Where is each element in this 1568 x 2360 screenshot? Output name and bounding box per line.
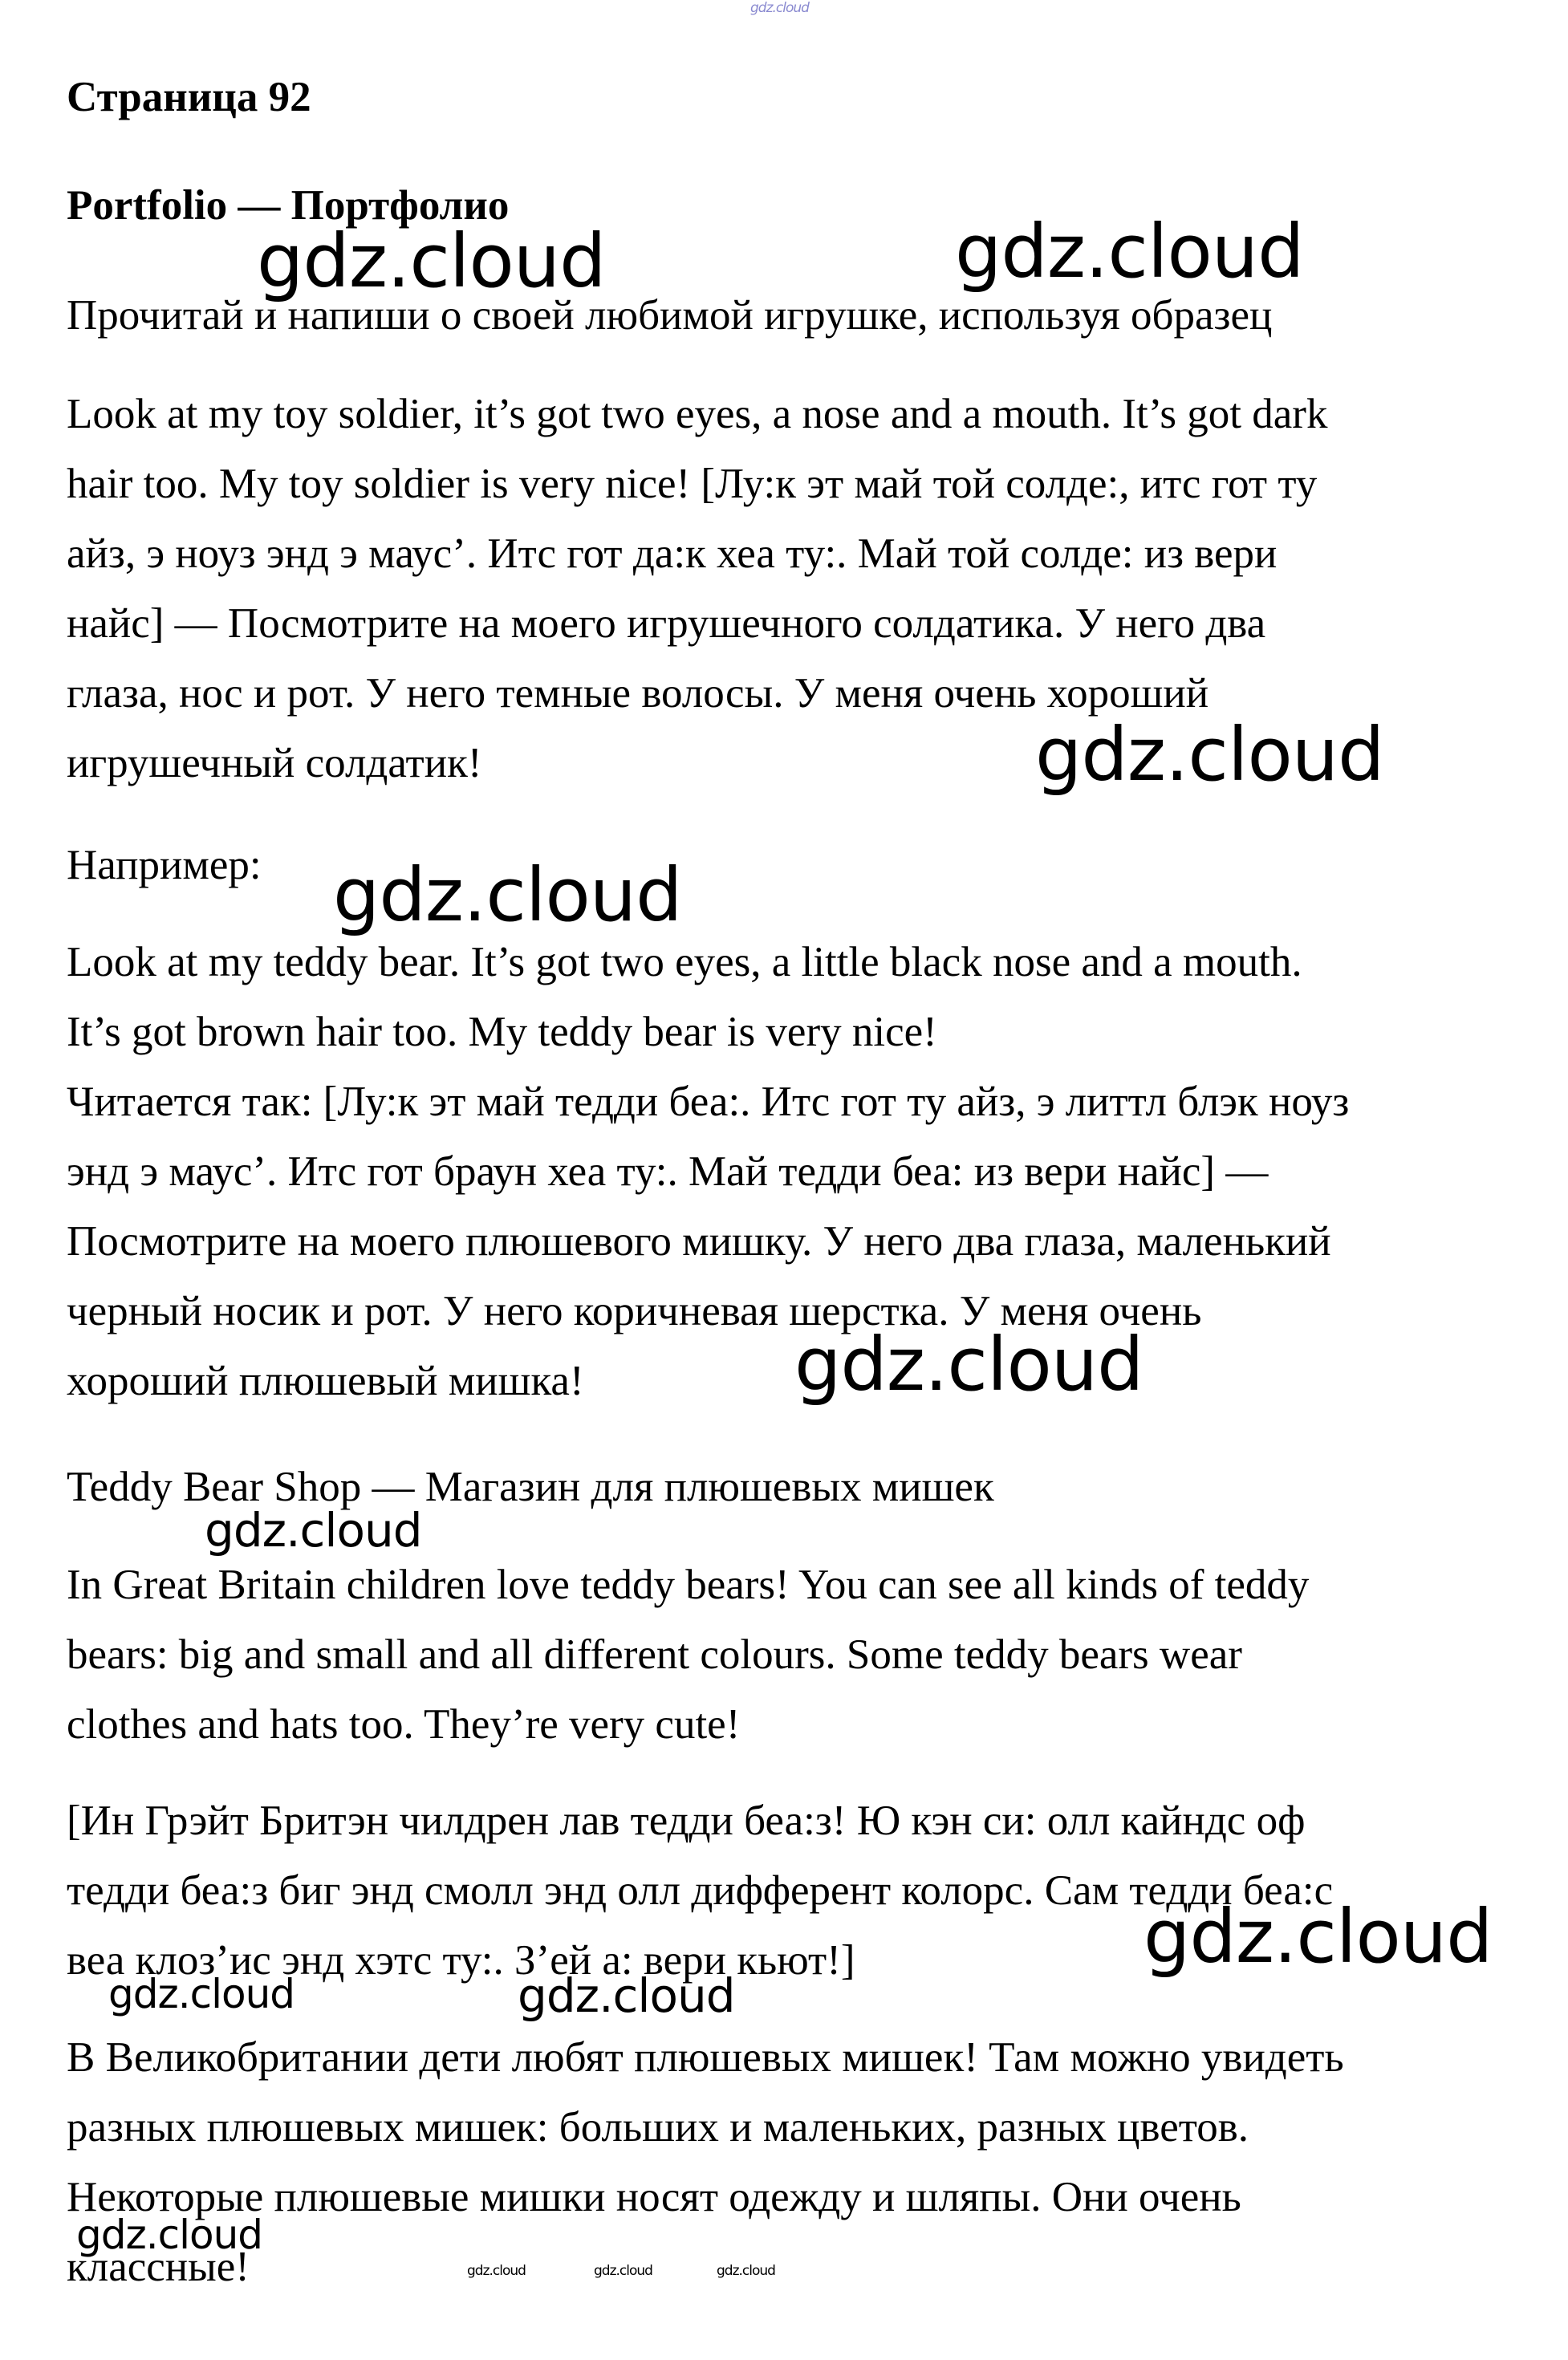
- paragraph-line: найс] — Посмотрите на моего игрушечного солдатика. У него два: [67, 600, 1266, 647]
- watermark: gdz.cloud: [1035, 712, 1384, 798]
- paragraph-line: В Великобритании дети любят плюшевых мишек! Там можно увидеть: [67, 2034, 1344, 2081]
- watermark: gdz.cloud: [955, 209, 1304, 294]
- example-paragraph: [67, 928, 1511, 1416]
- instruction-text: Прочитай и напиши о своей любимой игрушке, используя образец: [67, 292, 1273, 339]
- watermark: gdz.cloud: [205, 1503, 422, 1558]
- watermark: gdz.cloud: [1144, 1894, 1493, 1980]
- watermark: gdz.cloud: [76, 2212, 263, 2258]
- paragraph-line: классные!: [67, 2244, 250, 2290]
- page-title-text: Страница 92: [67, 74, 311, 120]
- watermark: gdz.cloud: [518, 1968, 735, 2023]
- shop-title-text: Teddy Bear Shop — Магазин для плюшевых мишек: [67, 1464, 994, 1510]
- paragraph-line: clothes and hats too. They’re very cute!: [67, 1701, 741, 1748]
- paragraph-line: Look at my teddy bear. It’s got two eyes, a little black nose and a mouth.: [67, 939, 1302, 985]
- paragraph-line: энд э маус’. Итс гот браун хеа ту:. Май тедди беа: из вери найс] —: [67, 1148, 1269, 1195]
- watermark: gdz.cloud: [467, 2263, 526, 2279]
- watermark: gdz.cloud: [794, 1322, 1144, 1407]
- paragraph-line: разных плюшевых мишек: больших и маленьких, разных цветов.: [67, 2104, 1249, 2151]
- paragraph-line: игрушечный солдатик!: [67, 740, 482, 786]
- watermark: gdz.cloud: [717, 2263, 775, 2279]
- paragraph-line: глаза, нос и рот. У него темные волосы. У меня очень хороший: [67, 670, 1209, 717]
- shop-translation-paragraph: [67, 2023, 1511, 2302]
- watermark: gdz.cloud: [750, 0, 809, 16]
- paragraph-line: Look at my toy soldier, it’s got two eyes, a nose and a mouth. It’s got dark: [67, 391, 1328, 437]
- example-label-text: Например:: [67, 842, 262, 888]
- paragraph-line: Некоторые плюшевые мишки носят одежду и шляпы. Они очень: [67, 2174, 1241, 2220]
- watermark: gdz.cloud: [594, 2263, 652, 2279]
- paragraph-line: It’s got brown hair too. My teddy bear is very nice!: [67, 1009, 937, 1055]
- paragraph-line: hair too. My toy soldier is very nice! [Лу:к эт май той солде:, итс гот ту: [67, 461, 1318, 507]
- watermark: gdz.cloud: [257, 218, 606, 304]
- watermark: gdz.cloud: [333, 852, 682, 938]
- watermark: gdz.cloud: [108, 1971, 295, 2017]
- paragraph-line: тедди беа:з биг энд смолл энд олл дифферент колорс. Сам тедди беа:с: [67, 1867, 1334, 1914]
- paragraph-line: веа клоз’ис энд хэтс ту:. З’ей а: вери кьют!]: [67, 1937, 855, 1984]
- page-title: [67, 63, 1511, 132]
- paragraph-line: хороший плюшевый мишка!: [67, 1358, 584, 1404]
- paragraph-line: Читается так: [Лу:к эт май тедди беа:. Итс гот ту айз, э литтл блэк ноуз: [67, 1078, 1350, 1125]
- paragraph-line: In Great Britain children love teddy bears! You can see all kinds of teddy: [67, 1562, 1310, 1608]
- paragraph-line: bears: big and small and all different colours. Some teddy bears wear: [67, 1631, 1242, 1678]
- paragraph-line: Посмотрите на моего плюшевого мишку. У него два глаза, маленький: [67, 1218, 1331, 1265]
- section-title-text: Portfolio — Портфолио: [67, 182, 510, 229]
- paragraph-line: [Ин Грэйт Бритэн чилдрен лав тедди беа:з! Ю кэн си: олл кайндс оф: [67, 1797, 1306, 1844]
- shop-english-paragraph: [67, 1550, 1511, 1760]
- paragraph-line: айз, э ноуз энд э маус’. Итс гот да:к хеа ту:. Май той солде: из вери: [67, 530, 1278, 577]
- example-label: [67, 831, 1511, 900]
- paragraph-line: черный носик и рот. У него коричневая шерстка. У меня очень: [67, 1288, 1202, 1334]
